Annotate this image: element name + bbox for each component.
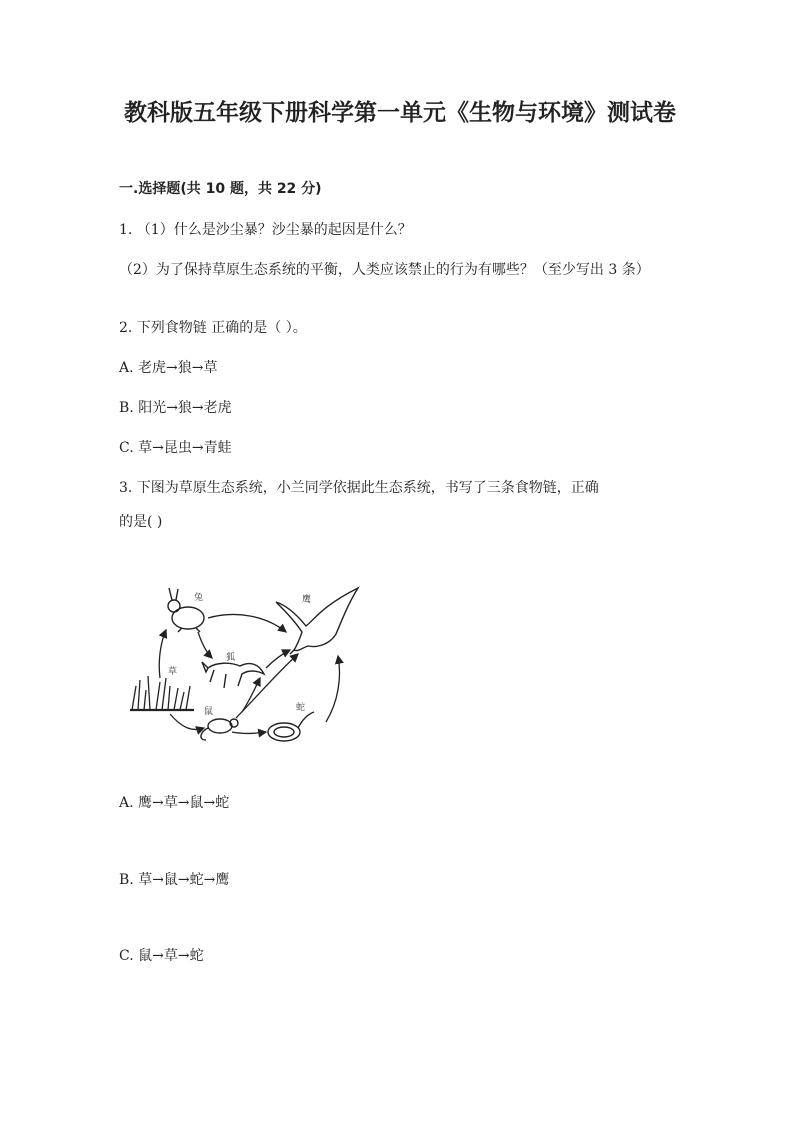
q3-option-a: A. 鹰→草→鼠→蛇	[119, 795, 230, 811]
label-rabbit: 兔	[194, 593, 204, 603]
label-fox: 狐	[226, 653, 236, 663]
food-web-diagram	[126, 582, 372, 758]
q1-part1: 1. （1）什么是沙尘暴？沙尘暴的起因是什么？	[119, 222, 412, 238]
label-snake: 蛇	[296, 703, 306, 713]
label-mouse: 鼠	[204, 707, 214, 717]
eagle-drawing	[276, 588, 358, 654]
fox-drawing	[202, 662, 264, 688]
q3-option-c: C. 鼠→草→蛇	[119, 948, 204, 964]
section-heading: 一.选择题(共 10 题，共 22 分)	[119, 181, 322, 197]
q2-option-b: B. 阳光→狼→老虎	[119, 400, 232, 416]
grass-drawing	[130, 676, 194, 710]
q3-option-b: B. 草→鼠→蛇→鹰	[119, 872, 230, 888]
page-title: 教科版五年级下册科学第一单元《生物与环境》测试卷	[124, 100, 676, 126]
mouse-drawing	[201, 719, 238, 740]
q2-stem: 2. 下列食物链 正确的是（ ）。	[119, 320, 307, 336]
q2-option-c: C. 草→昆虫→青蛙	[119, 440, 232, 456]
food-web-arrows	[159, 614, 339, 733]
q3-stem-line2: 的是( )	[119, 514, 163, 530]
label-eagle: 鹰	[302, 595, 312, 605]
label-grass: 草	[168, 667, 178, 677]
q1-part2: （2）为了保持草原生态系统的平衡，人类应该禁止的行为有哪些？（至少写出 3 条）	[119, 262, 650, 278]
q2-option-a: A. 老虎→狼→草	[119, 360, 218, 376]
snake-drawing	[268, 712, 314, 741]
q3-stem-line1: 3. 下图为草原生态系统，小兰同学依据此生态系统，书写了三条食物链，正确	[119, 480, 599, 496]
